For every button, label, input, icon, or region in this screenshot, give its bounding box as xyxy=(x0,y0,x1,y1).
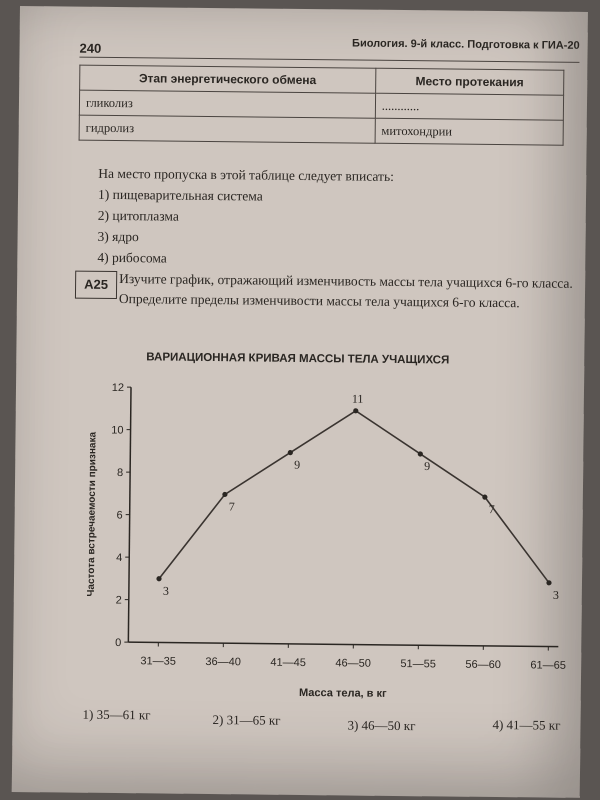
data-label: 7 xyxy=(228,499,235,514)
data-label: 11 xyxy=(351,391,364,406)
x-tick-label: 61—65 xyxy=(530,659,566,672)
question-number-badge: A25 xyxy=(75,271,117,299)
y-tick-label: 0 xyxy=(115,637,122,650)
table-cell: ............ xyxy=(375,93,563,120)
x-tick-label: 56—60 xyxy=(465,658,501,672)
textbook-page xyxy=(12,6,588,798)
answer-option: 2) 31—65 кг xyxy=(212,712,281,728)
table-cell: митохондрии xyxy=(375,118,563,145)
x-tick-label: 46—50 xyxy=(335,657,371,670)
x-tick-label: 36—40 xyxy=(205,655,241,669)
y-tick-label: 8 xyxy=(116,467,124,480)
question-prompt: На место пропуска в этой таблице следует вписать: xyxy=(98,165,395,184)
x-axis-label: Масса тела, в кг xyxy=(298,686,387,700)
chart-series xyxy=(156,406,553,585)
chart-ticks xyxy=(109,382,569,672)
y-axis-label: Частота встречаемости признака xyxy=(85,431,99,597)
page-number: 240 xyxy=(79,40,102,56)
series-line xyxy=(159,409,551,583)
data-label: 3 xyxy=(162,583,169,598)
answer-option: 3) ядро xyxy=(97,228,139,245)
y-tick-label: 2 xyxy=(115,594,122,607)
x-tick-label: 41—45 xyxy=(270,656,306,670)
chart-data-labels xyxy=(163,390,561,602)
table-row xyxy=(79,115,563,145)
y-tick-label: 6 xyxy=(116,509,123,522)
table-header-stage: Этап энергетического обмена xyxy=(80,65,376,93)
y-tick-label: 10 xyxy=(111,424,124,437)
table-header-place: Место протекания xyxy=(375,68,563,95)
table-cell: гликолиз xyxy=(79,90,375,118)
answer-options xyxy=(82,706,583,734)
answer-option: 1) 35—61 кг xyxy=(82,706,151,723)
y-tick-label: 12 xyxy=(111,381,125,395)
data-label: 3 xyxy=(552,587,559,602)
chart-title: ВАРИАЦИОННАЯ КРИВАЯ МАССЫ ТЕЛА УЧАЩИХСЯ xyxy=(146,351,450,367)
previous-question xyxy=(97,163,394,271)
page-header xyxy=(79,35,579,63)
question-text: Изучите график, отражающий изменчивость массы тела учащихся 6-го класса. Определите пределы изменчивости массы тела учащихся 6-го класса. xyxy=(118,271,573,311)
table-cell: гидролиз xyxy=(79,115,375,143)
x-tick-label: 31—35 xyxy=(140,655,176,668)
chart-axes xyxy=(128,387,561,646)
answer-option: 3) 46—50 кг xyxy=(347,717,416,734)
running-head: Биология. 9-й класс. Подготовка к ГИА-20 xyxy=(352,37,580,52)
answer-option: 1) пищеварительная система xyxy=(97,186,263,204)
data-label: 7 xyxy=(488,502,495,517)
answer-option: 4) 41—55 кг xyxy=(492,716,561,733)
y-tick-label: 4 xyxy=(116,552,123,565)
energy-table xyxy=(79,65,565,146)
answer-option: 2) цитоплазма xyxy=(97,207,179,224)
answer-option: 4) рибосома xyxy=(97,249,167,266)
x-axis-line xyxy=(128,642,558,647)
x-tick-label: 51—55 xyxy=(400,658,436,671)
data-label: 9 xyxy=(424,459,431,474)
data-label: 9 xyxy=(294,457,301,472)
line-chart xyxy=(53,366,576,706)
